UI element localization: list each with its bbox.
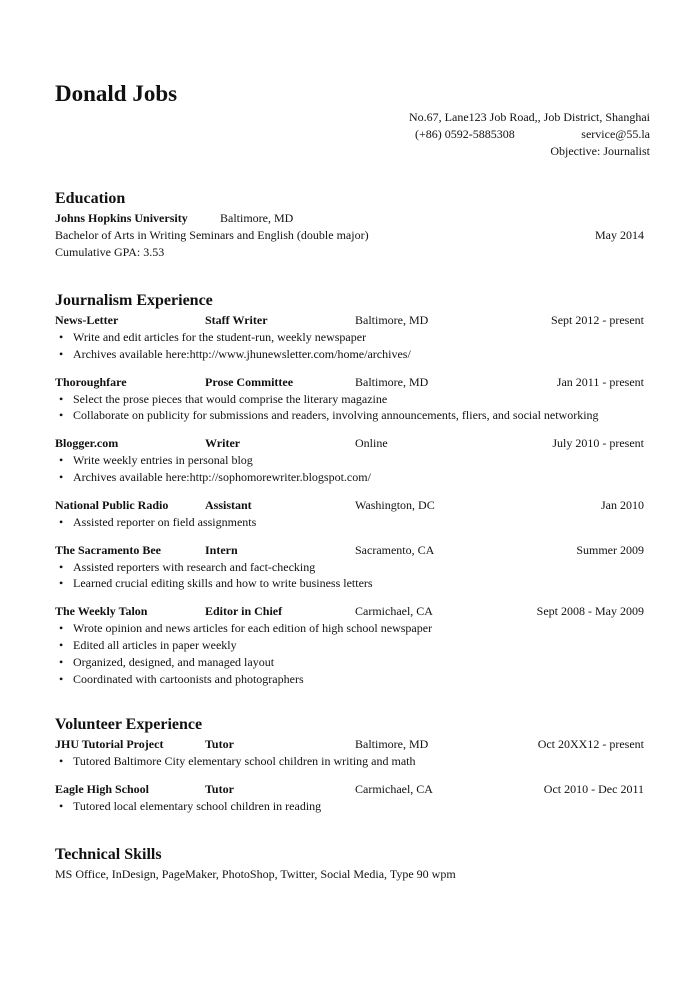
bullet-list <box>55 452 650 486</box>
experience-entry <box>55 542 650 593</box>
bullet-item: • Collaborate on publicity for submissions and readers, involving announcements, fliers, and social networking <box>55 407 650 424</box>
organization: Eagle High School <box>55 781 150 796</box>
location: Baltimore, MD <box>355 737 429 751</box>
role: Tutor <box>205 781 234 796</box>
role: Staff Writer <box>205 313 268 327</box>
role: Prose Committee <box>205 374 294 389</box>
bullet-item: • Learned crucial editing skills and how to write business letters <box>55 575 650 592</box>
bullet-item: • Write and edit articles for the student-run, weekly newspaper <box>55 329 650 346</box>
role: Intern <box>205 542 238 557</box>
entry-header <box>55 435 650 452</box>
bullet-item: • Select the prose pieces that would comprise the literary magazine <box>55 391 650 408</box>
experience-entry <box>55 374 650 425</box>
journalism-section <box>55 291 650 687</box>
bullet-item: • Wrote opinion and news articles for each edition of high school newspaper <box>55 620 650 637</box>
organization: The Sacramento Bee <box>55 542 161 557</box>
entry-header <box>55 603 650 620</box>
school-location: Baltimore, MD <box>220 211 294 225</box>
organization: The Weekly Talon <box>55 604 148 619</box>
role: Editor in Chief <box>205 604 283 619</box>
section-title-skills: Technical Skills <box>55 846 162 863</box>
education-school-row <box>55 210 650 227</box>
bullet-item: • Write weekly entries in personal blog <box>55 452 650 469</box>
organization: News-Letter <box>55 313 119 327</box>
graduation-date: May 2014 <box>595 228 644 242</box>
entry-header <box>55 542 650 559</box>
volunteer-section <box>55 715 650 815</box>
education-degree-row <box>55 227 650 244</box>
bullet-list <box>55 620 650 687</box>
location: Washington, DC <box>355 497 435 512</box>
date-range: July 2010 - present <box>552 436 644 451</box>
skills-section <box>55 845 650 883</box>
section-title-education: Education <box>55 190 126 207</box>
bullet-item: • Tutored local elementary school children in reading <box>55 798 650 815</box>
phone-number: (+86) 0592-5885308 <box>415 127 515 141</box>
candidate-name: Donald Jobs <box>55 81 178 106</box>
location: Baltimore, MD <box>355 313 429 327</box>
education-section <box>55 189 650 261</box>
bullet-list <box>55 514 650 531</box>
bullet-item: • Archives available here:http://sophomorewriter.blogspot.com/ <box>55 469 650 486</box>
date-range: Summer 2009 <box>576 542 644 557</box>
entry-header <box>55 497 650 514</box>
role: Tutor <box>205 737 234 751</box>
bullet-item: • Edited all articles in paper weekly <box>55 637 650 654</box>
bullet-item: • Organized, designed, and managed layout <box>55 654 650 671</box>
section-title-volunteer: Volunteer Experience <box>55 716 203 733</box>
date-range: Sept 2012 - present <box>551 313 644 327</box>
bullet-item: • Coordinated with cartoonists and photographers <box>55 671 650 688</box>
date-range: Jan 2011 - present <box>556 374 644 389</box>
experience-entry <box>55 736 650 770</box>
location: Carmichael, CA <box>355 604 433 619</box>
volunteer-entries <box>55 736 650 815</box>
gpa: Cumulative GPA: 3.53 <box>55 245 165 259</box>
organization: Thoroughfare <box>55 374 127 389</box>
experience-entry <box>55 497 650 531</box>
role: Assistant <box>205 497 252 512</box>
email-address: service@55.la <box>581 127 650 141</box>
experience-entry <box>55 435 650 486</box>
bullet-list <box>55 798 650 815</box>
location: Online <box>355 436 388 451</box>
bullet-item: • Assisted reporter on field assignments <box>55 514 650 531</box>
section-title-journalism: Journalism Experience <box>55 292 213 309</box>
date-range: Oct 20XX12 - present <box>537 737 644 751</box>
objective: Objective: Journalist <box>550 144 650 158</box>
organization: National Public Radio <box>55 497 169 512</box>
location: Carmichael, CA <box>355 781 433 796</box>
bullet-list <box>55 391 650 425</box>
organization: JHU Tutorial Project <box>55 737 164 751</box>
skills-list: MS Office, InDesign, PageMaker, PhotoShop, Twitter, Social Media, Type 90 wpm <box>55 867 456 881</box>
bullet-item: • Assisted reporters with research and fact-checking <box>55 559 650 576</box>
degree: Bachelor of Arts in Writing Seminars and English (double major) <box>55 228 369 242</box>
bullet-item: • Archives available here:http://www.jhunewsletter.com/home/archives/ <box>55 346 650 363</box>
entry-header <box>55 781 650 798</box>
entry-header <box>55 312 650 329</box>
role: Writer <box>205 436 241 451</box>
experience-entry <box>55 603 650 687</box>
date-range: Sept 2008 - May 2009 <box>536 604 644 619</box>
education-gpa-row <box>55 244 650 261</box>
experience-entry <box>55 312 650 363</box>
entry-header <box>55 374 650 391</box>
location: Baltimore, MD <box>355 374 429 389</box>
bullet-list <box>55 559 650 593</box>
address: No.67, Lane123 Job Road,, Job District, Shanghai <box>409 110 650 124</box>
experience-entry <box>55 781 650 815</box>
date-range: Oct 2010 - Dec 2011 <box>543 781 644 796</box>
bullet-list <box>55 753 650 770</box>
journalism-entries <box>55 312 650 687</box>
contact-block <box>350 109 650 160</box>
date-range: Jan 2010 <box>601 497 644 512</box>
bullet-item: • Tutored Baltimore City elementary school children in writing and math <box>55 753 650 770</box>
school-name: Johns Hopkins University <box>55 211 188 225</box>
bullet-list <box>55 329 650 363</box>
entry-header <box>55 736 650 753</box>
organization: Blogger.com <box>55 436 119 451</box>
phone-email-row <box>350 126 650 143</box>
location: Sacramento, CA <box>355 542 435 557</box>
